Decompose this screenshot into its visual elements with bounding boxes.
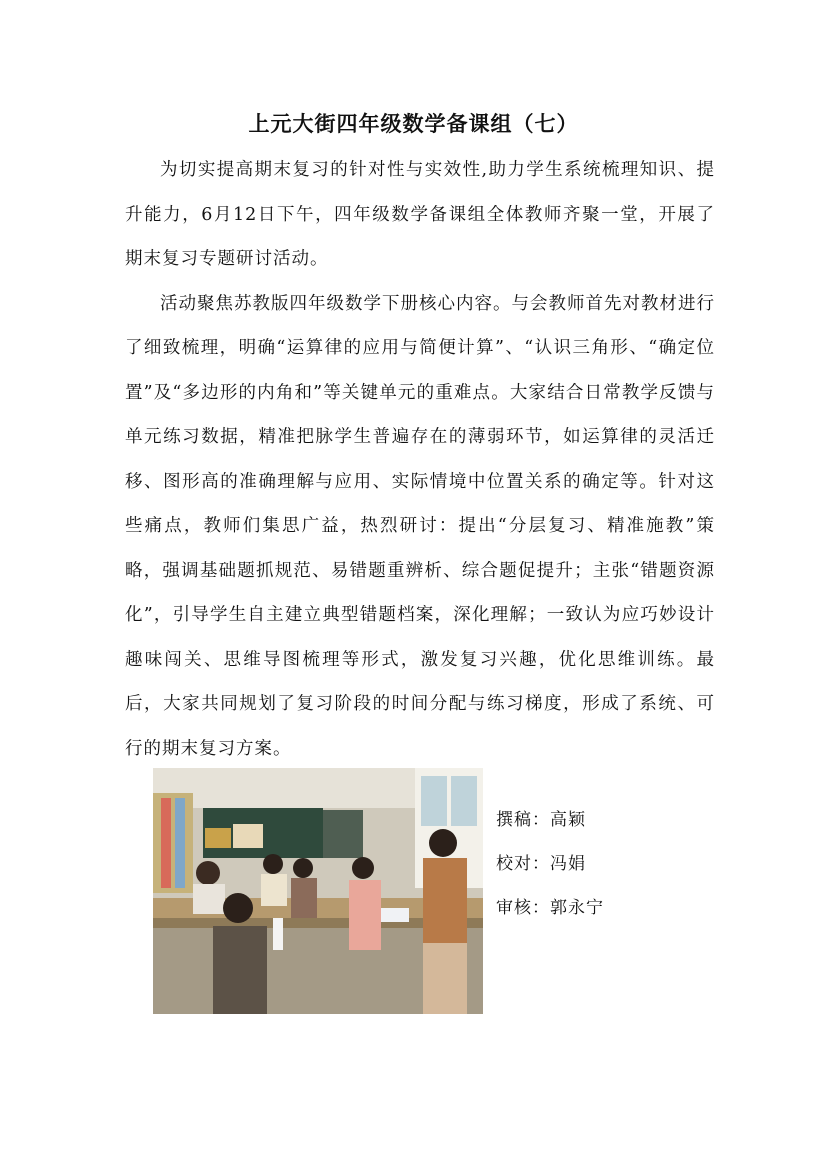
- paragraph-activity: 活动聚焦苏教版四年级数学下册核心内容。与会教师首先对教材进行了细致梳理，明确“运算律的应用与简便计算”、“认识三角形、“确定位置”及“多边形的内角和”等关键单元的重难点。大家结合日常教学反馈与单元练习数据，精准把脉学生普遍存在的薄弱环节，如运算律的灵活迁移、图形高的准确理解与应用、实际情境中位置关系的确定等。针对这些痛点，教师们集思广益，热烈研讨：提出“分层复习、精准施教”策略，强调基础题抓规范、易错题重辨析、综合题促提升；主张“错题资源化”，引导学生自主建立典型错题档案，深化理解；一致认为应巧妙设计趣味闯关、思维导图梳理等形式，激发复习兴趣，优化思维训练。最后，大家共同规划了复习阶段的时间分配与练习梯度，形成了系统、可行的期末复习方案。: [125, 293, 715, 759]
- credit-writer: 撰稿：高颖: [496, 810, 586, 830]
- document-body: [125, 148, 715, 771]
- credits: [496, 798, 604, 930]
- credit-reviewer: 审核：郭永宁: [496, 898, 604, 918]
- credit-proofreader: 校对：冯娟: [496, 854, 586, 874]
- classroom-photo: [153, 768, 483, 1014]
- document-title: 上元大街四年级数学备课组（七）: [248, 112, 579, 136]
- paragraph-intro: 为切实提高期末复习的针对性与实效性,助力学生系统梳理知识、提升能力，6月12日下午，四年级数学备课组全体教师齐聚一堂，开展了期末复习专题研讨活动。: [125, 160, 715, 269]
